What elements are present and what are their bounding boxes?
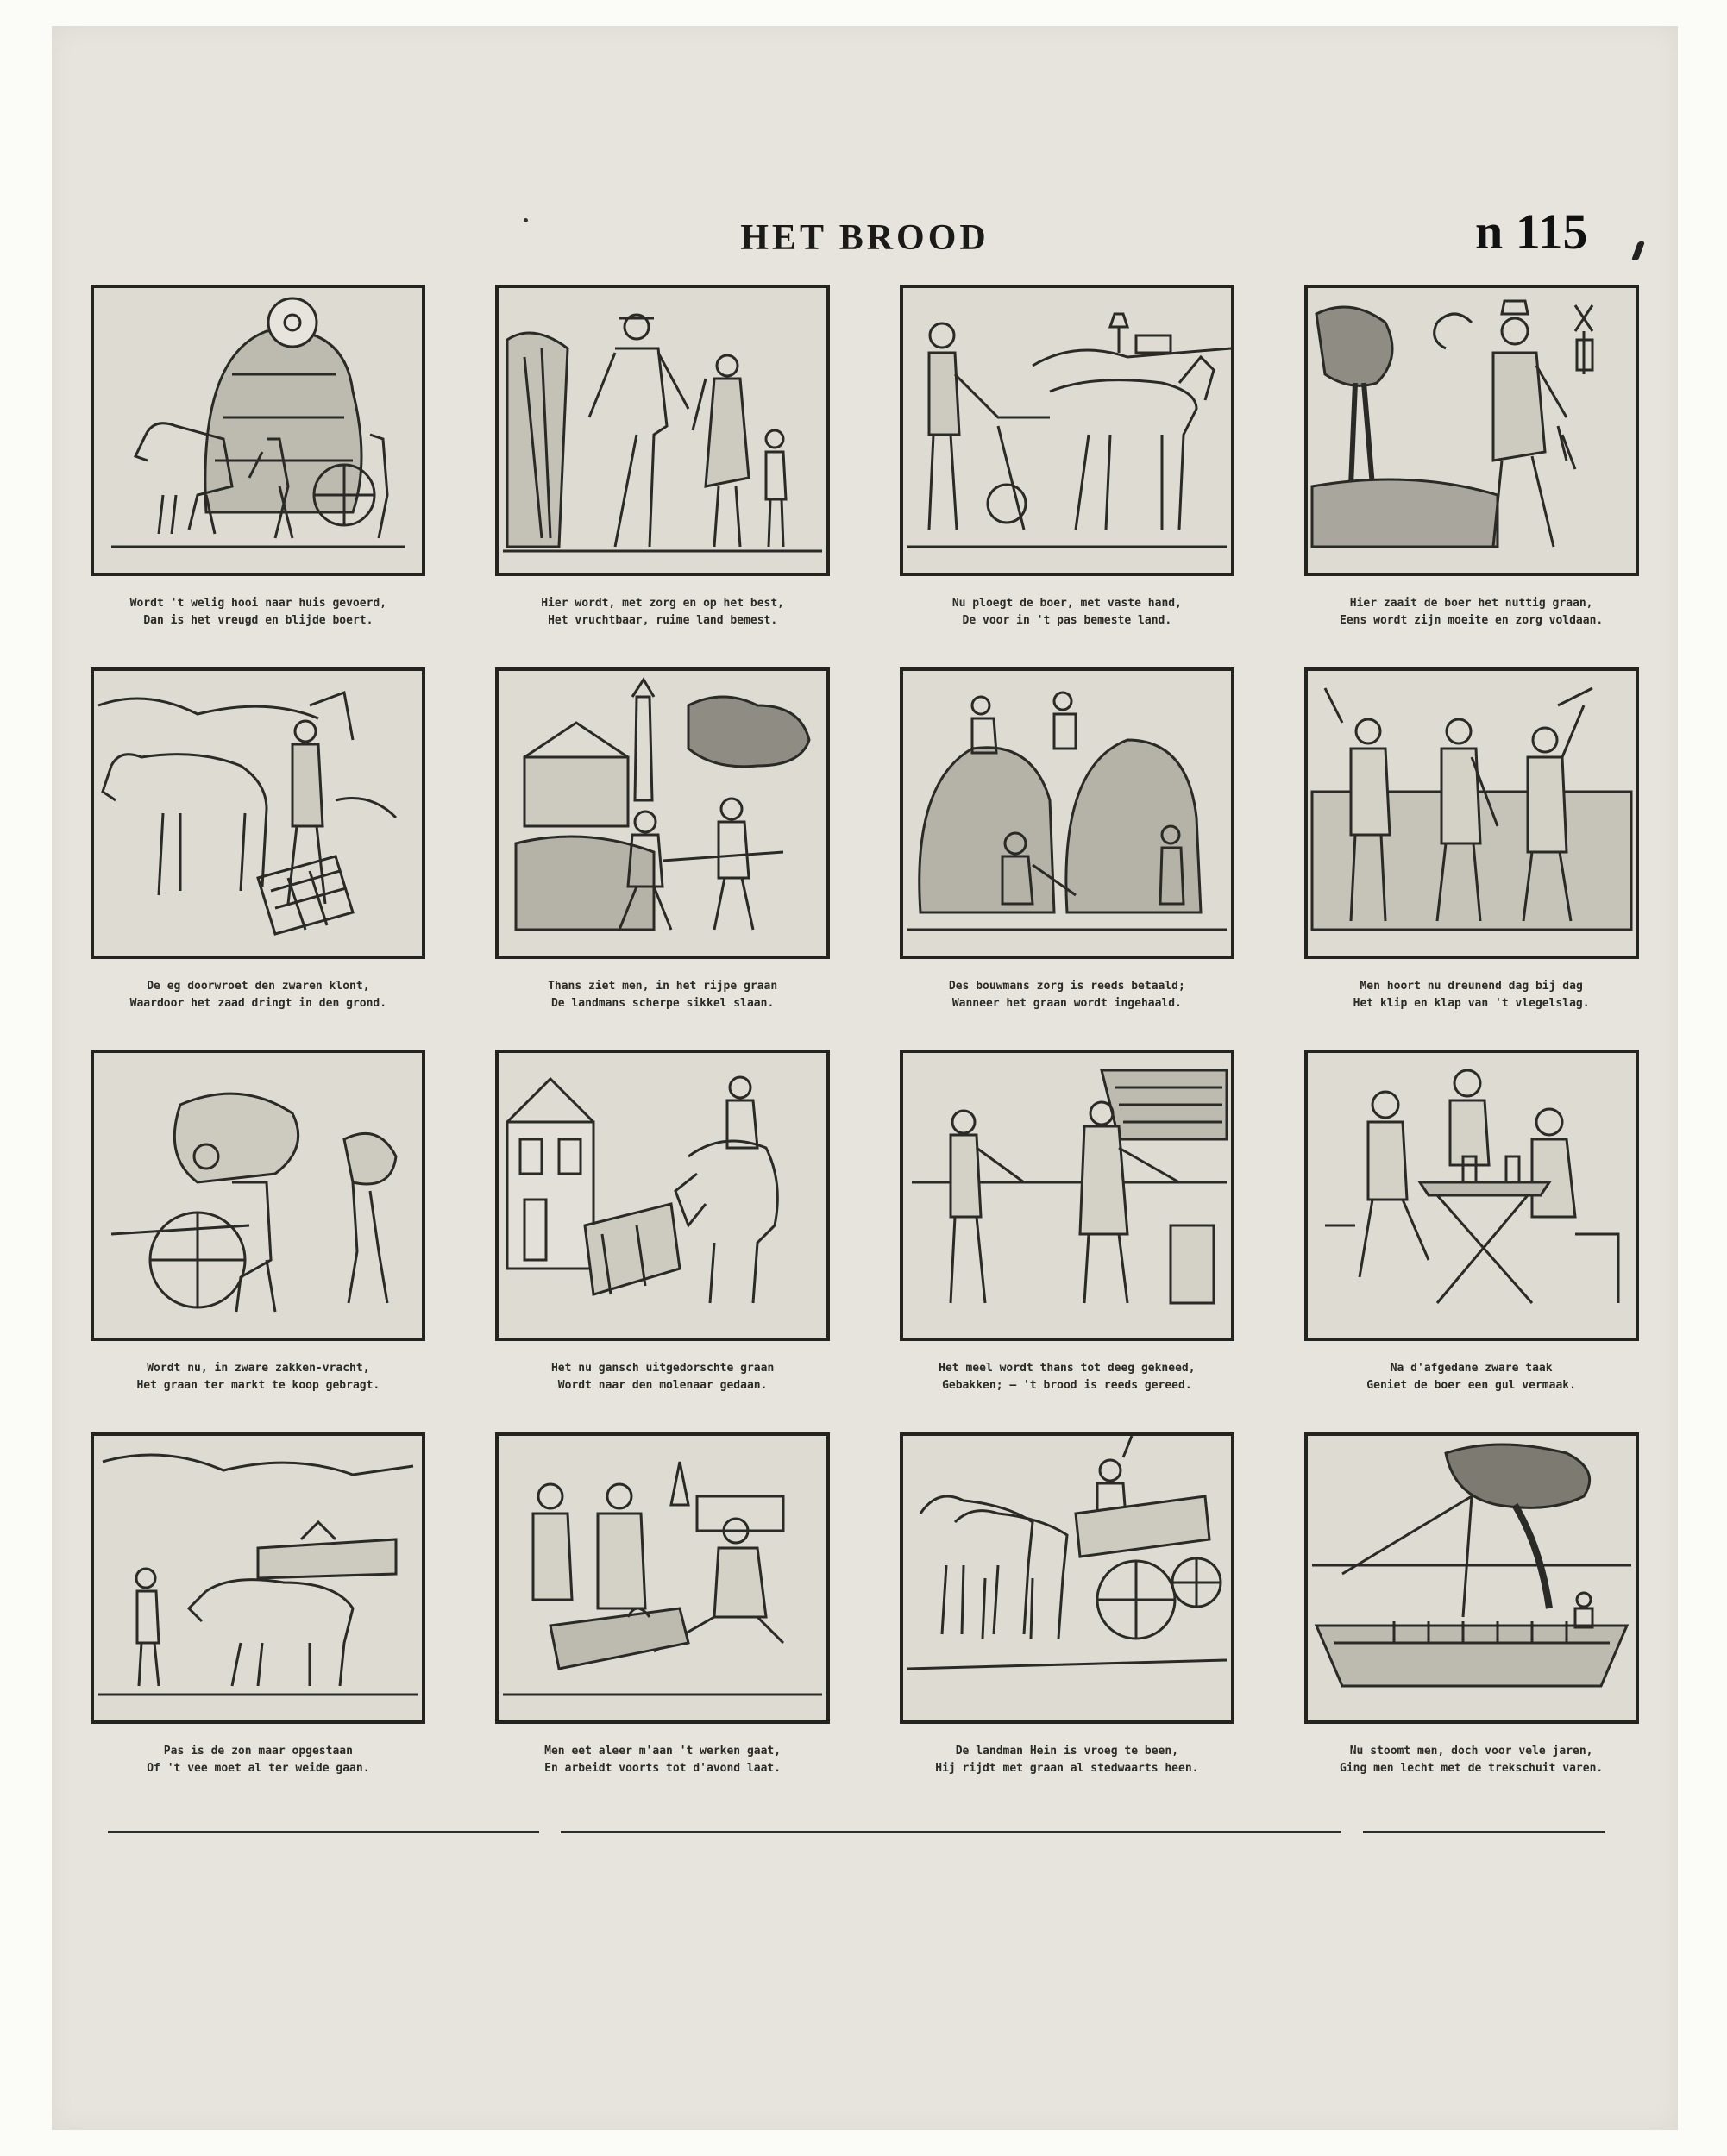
woodcut-grid: [73, 285, 1656, 1802]
caption-line-1: Men eet aleer m'aan 't werken gaat,: [544, 1744, 782, 1758]
woodcut-harvest: [900, 667, 1234, 959]
woodcut-meal: [495, 1432, 830, 1724]
panel-steamboat: [1286, 1432, 1656, 1803]
caption-line-1: Het meel wordt thans tot deeg gekneed,: [939, 1362, 1196, 1375]
caption-line-1: Na d'afgedane zware taak: [1390, 1362, 1553, 1375]
panel-caption: [490, 1360, 835, 1395]
threshing-illustration: [1308, 671, 1636, 956]
panel-manuring: [478, 285, 848, 655]
caption-line-2: Wordt naar den molenaar gedaan.: [557, 1379, 768, 1392]
woodcut-threshing: [1304, 667, 1639, 959]
caption-line-2: De landmans scherpe sikkel slaan.: [550, 996, 775, 1010]
panel-caption: [85, 1360, 430, 1395]
caption-line-2: Hij rijdt met graan al stedwaarts heen.: [935, 1761, 1199, 1775]
panel-caption: [1299, 595, 1644, 630]
wagon-illustration: [903, 1436, 1231, 1720]
caption-line-2: Het graan ter markt te koop gebragt.: [136, 1379, 380, 1392]
woodcut-tavern: [1304, 1050, 1639, 1341]
caption-line-2: Het vruchtbaar, ruime land bemest.: [548, 614, 778, 627]
panel-harrowing: [73, 667, 443, 1038]
woodcut-reaping: [495, 667, 830, 959]
panel-cattle: [73, 1432, 443, 1803]
caption-line-1: Pas is de zon maar opgestaan: [163, 1744, 353, 1758]
caption-line-2: Ging men lecht met de trekschuit varen.: [1340, 1761, 1604, 1775]
caption-line-1: Nu ploegt de boer, met vaste hand,: [951, 597, 1182, 610]
tavern-illustration: [1308, 1053, 1636, 1338]
panel-harvest: [882, 667, 1253, 1038]
caption-line-2: Eens wordt zijn moeite en zorg voldaan.: [1340, 614, 1604, 627]
panel-baking: [882, 1050, 1253, 1420]
panel-sowing: [1286, 285, 1656, 655]
bottom-rule-center: [561, 1831, 1341, 1833]
panel-threshing: [1286, 667, 1656, 1038]
panel-caption: [1299, 1743, 1644, 1777]
panel-wagon: [882, 1432, 1253, 1803]
caption-line-2: Waardoor het zaad dringt in den grond.: [129, 996, 387, 1010]
panel-caption: [895, 1360, 1240, 1395]
caption-line-2: Het klip en klap van 't vlegelslag.: [1353, 996, 1590, 1010]
sheet-title: HET BROOD: [740, 218, 989, 258]
panel-market: [73, 1050, 443, 1420]
caption-line-1: Men hoort nu dreunend dag bij dag: [1360, 979, 1583, 993]
panel-mill: [478, 1050, 848, 1420]
panel-caption: [1299, 1360, 1644, 1395]
caption-line-2: En arbeidt voorts tot d'avond laat.: [544, 1761, 782, 1775]
baking-illustration: [903, 1053, 1231, 1338]
ploughing-illustration: [903, 288, 1231, 573]
sheet-number: n 115: [1475, 204, 1588, 260]
caption-line-1: Wordt nu, in zware zakken-vracht,: [147, 1362, 370, 1375]
harrowing-illustration: [94, 671, 422, 956]
panel-caption: [85, 978, 430, 1012]
meal-illustration: [499, 1436, 826, 1720]
caption-line-2: De voor in 't pas bemeste land.: [962, 614, 1172, 627]
woodcut-manuring: [495, 285, 830, 576]
panel-caption: [490, 978, 835, 1012]
woodcut-sowing: [1304, 285, 1639, 576]
broadsheet: [52, 26, 1678, 2130]
panel-caption: [85, 1743, 430, 1777]
panel-caption: [1299, 978, 1644, 1012]
caption-line-2: Wanneer het graan wordt ingehaald.: [951, 996, 1182, 1010]
manuring-illustration: [499, 288, 826, 573]
cattle-illustration: [94, 1436, 422, 1720]
bottom-rule-right: [1363, 1831, 1605, 1833]
panel-caption: [490, 1743, 835, 1777]
woodcut-mill: [495, 1050, 830, 1341]
caption-line-2: Gebakken; — 't brood is reeds gereed.: [942, 1379, 1192, 1392]
panel-caption: [490, 595, 835, 630]
harvest-illustration: [903, 671, 1231, 956]
caption-line-1: Hier wordt, met zorg en op het best,: [541, 597, 784, 610]
bottom-rule-left: [108, 1831, 539, 1833]
hay-cart-illustration: [94, 288, 422, 573]
caption-line-1: De eg doorwroet den zwaren klont,: [147, 979, 370, 993]
panel-ploughing: [882, 285, 1253, 655]
panel-caption: [895, 1743, 1240, 1777]
woodcut-ploughing: [900, 285, 1234, 576]
woodcut-steamboat: [1304, 1432, 1639, 1724]
woodcut-wagon: [900, 1432, 1234, 1724]
woodcut-harrowing: [91, 667, 425, 959]
caption-line-1: Des bouwmans zorg is reeds betaald;: [948, 979, 1185, 993]
panel-caption: [895, 595, 1240, 630]
caption-line-2: Dan is het vreugd en blijde boert.: [143, 614, 374, 627]
caption-line-1: De landman Hein is vroeg te been,: [955, 1744, 1179, 1758]
panel-meal: [478, 1432, 848, 1803]
panel-caption: [85, 595, 430, 630]
mill-illustration: [499, 1053, 826, 1338]
reaping-illustration: [499, 671, 826, 956]
caption-line-1: Het nu gansch uitgedorschte graan: [550, 1362, 775, 1375]
caption-line-2: Geniet de boer een gul vermaak.: [1366, 1379, 1576, 1392]
woodcut-baking: [900, 1050, 1234, 1341]
woodcut-market: [91, 1050, 425, 1341]
woodcut-hay-cart: [91, 285, 425, 576]
caption-line-1: Nu stoomt men, doch voor vele jaren,: [1349, 1744, 1593, 1758]
panel-caption: [895, 978, 1240, 1012]
woodcut-cattle: [91, 1432, 425, 1724]
panel-hay-cart: [73, 285, 443, 655]
caption-line-1: Wordt 't welig hooi naar huis gevoerd,: [129, 597, 387, 610]
panel-reaping: [478, 667, 848, 1038]
market-illustration: [94, 1053, 422, 1338]
sowing-illustration: [1308, 288, 1636, 573]
caption-line-1: Hier zaait de boer het nuttig graan,: [1349, 597, 1593, 610]
panel-tavern: [1286, 1050, 1656, 1420]
caption-line-1: Thans ziet men, in het rijpe graan: [548, 979, 778, 993]
caption-line-2: Of 't vee moet al ter weide gaan.: [147, 1761, 370, 1775]
steamboat-illustration: [1308, 1436, 1636, 1720]
